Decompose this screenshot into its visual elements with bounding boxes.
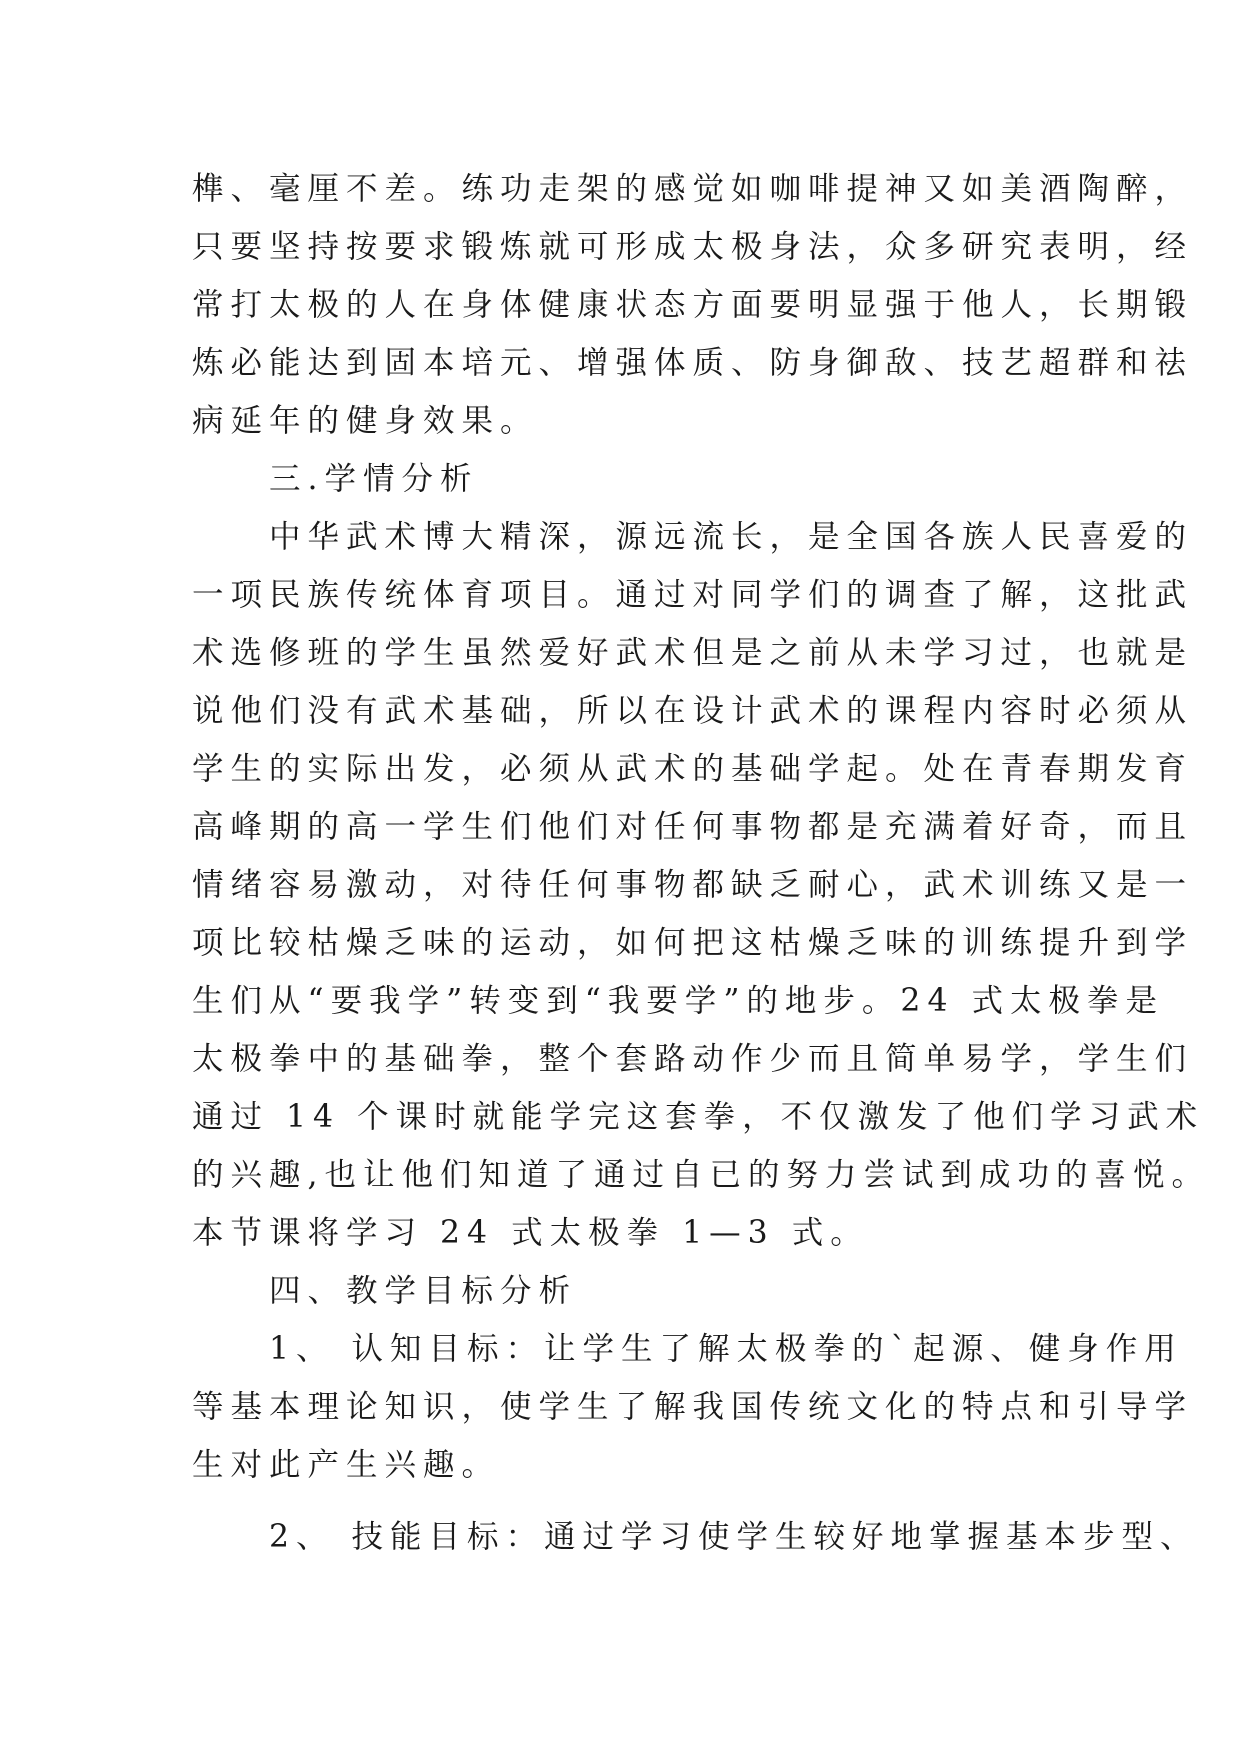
- text-line: 太极拳中的基础拳，整个套路动作少而且简单易学，学生们: [192, 1041, 1194, 1077]
- text-line: 高峰期的高一学生们他们对任何事物都是充满着好奇，而且: [192, 809, 1194, 845]
- text-line: 常打太极的人在身体健康状态方面要明显强于他人，长期锻: [192, 287, 1194, 323]
- paragraph-gap: [192, 1494, 1064, 1508]
- text-line: 术选修班的学生虽然爱好武术但是之前从未学习过，也就是: [192, 635, 1194, 671]
- text-line: 项比较枯燥乏味的运动，如何把这枯燥乏味的训练提升到学: [192, 925, 1194, 961]
- document-body: [192, 160, 1211, 1566]
- text-line: 等基本理论知识，使学生了解我国传统文化的特点和引导学: [192, 1389, 1194, 1425]
- section-heading: 三.学情分析: [192, 461, 479, 497]
- text-line: 榫、毫厘不差。练功走架的感觉如咖啡提神又如美酒陶醉，: [192, 171, 1194, 207]
- text-line: 病延年的健身效果。: [192, 403, 539, 439]
- text-line: 本节课将学习 24 式太极拳 1—3 式。: [192, 1215, 869, 1251]
- text-line: 生们从“要我学”转变到“我要学”的地步。24 式太极拳是: [192, 983, 1165, 1019]
- section-heading: 四、教学目标分析: [192, 1273, 578, 1309]
- paragraph-first-line: 中华武术博大精深，源远流长，是全国各族人民喜爱的: [192, 519, 1194, 555]
- text-line: 生对此产生兴趣。: [192, 1447, 501, 1483]
- text-line: 炼必能达到固本培元、增强体质、防身御敌、技艺超群和祛: [192, 345, 1194, 381]
- text-line: 的兴趣,也让他们知道了通过自已的努力尝试到成功的喜悦。: [192, 1157, 1211, 1193]
- text-line: 只要坚持按要求锻炼就可形成太极身法，众多研究表明，经: [192, 229, 1194, 265]
- list-item-first-line: 1、 认知目标：让学生了解太极拳的`起源、健身作用: [192, 1331, 1183, 1367]
- text-line: 学生的实际出发，必须从武术的基础学起。处在青春期发育: [192, 751, 1194, 787]
- list-item-first-line: 2、 技能目标：通过学习使学生较好地掌握基本步型、: [192, 1519, 1199, 1555]
- text-line: 情绪容易激动，对待任何事物都缺乏耐心，武术训练又是一: [192, 867, 1194, 903]
- text-line: 一项民族传统体育项目。通过对同学们的调查了解，这批武: [192, 577, 1194, 613]
- text-line: 说他们没有武术基础，所以在设计武术的课程内容时必须从: [192, 693, 1194, 729]
- text-line: 通过 14 个课时就能学完这套拳，不仅激发了他们学习武术: [192, 1099, 1205, 1135]
